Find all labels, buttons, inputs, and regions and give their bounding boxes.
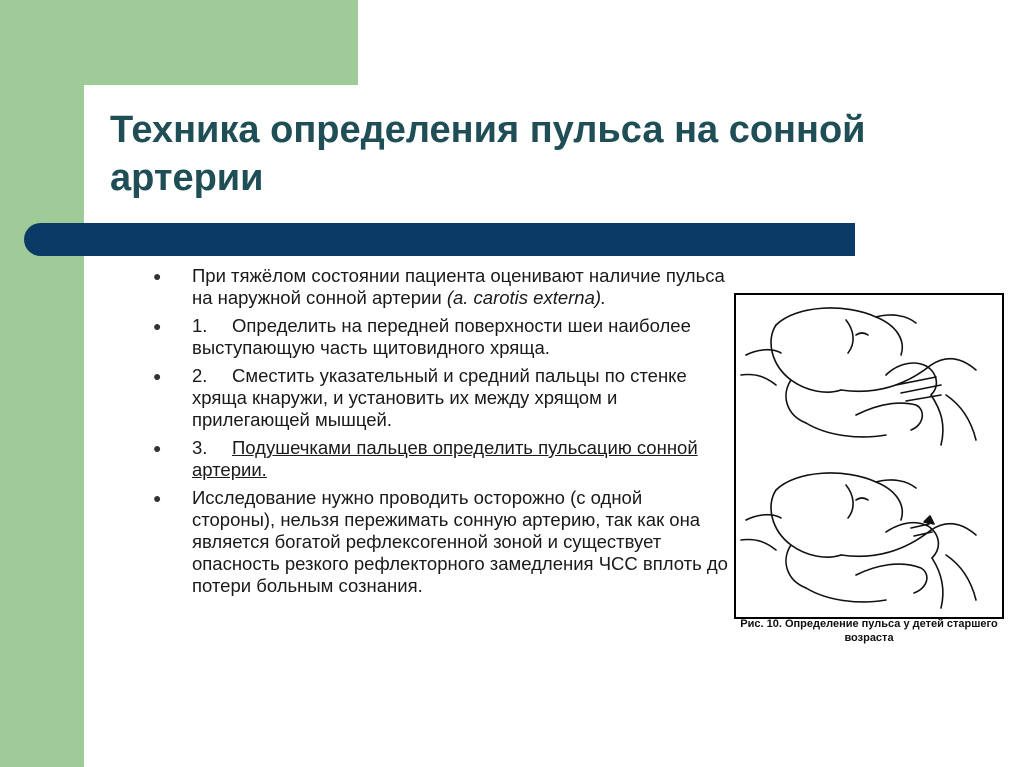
list-item: [150, 437, 730, 481]
bullet-icon: ●: [153, 440, 162, 456]
illustration-pulse-check-icon: [736, 295, 1002, 617]
bullet-icon: ●: [153, 318, 162, 334]
figure-caption: Рис. 10. Определение пульса у детей старшего возраста: [740, 618, 998, 644]
page-title: Техника определения пульса на сонной артерии: [110, 109, 866, 199]
step-number: 2.: [192, 365, 208, 386]
bullet-list: [150, 265, 730, 597]
bullet-icon: ●: [153, 268, 162, 284]
accent-block-left: [0, 0, 84, 767]
bottom-figure: [741, 473, 976, 608]
list-item: [150, 315, 730, 359]
title-divider-bar: [24, 223, 855, 256]
list-item: [150, 265, 730, 309]
list-item-text: Определить на передней поверхности шеи наиболее выступающую часть щитовидного хряща.: [192, 315, 691, 358]
bullet-list-container: [150, 265, 730, 603]
pulse-check-illustration: [734, 293, 1004, 619]
list-item-italic-text: (a. carotis externa).: [446, 287, 607, 308]
bullet-icon: ●: [153, 490, 162, 506]
list-item: [150, 365, 730, 431]
list-item-text: Подушечками пальцев определить пульсацию сонной артерии.: [192, 437, 698, 480]
step-number: 1.: [192, 315, 208, 336]
bullet-icon: ●: [153, 368, 162, 384]
step-number: 3.: [192, 437, 208, 458]
list-item-text: Сместить указательный и средний пальцы по стенке хряща кнаружи, и установить их между хрящом и прилегающей мышцей.: [192, 365, 687, 430]
list-item-text: При тяжёлом состоянии пациента оценивают наличие пульса на наружной сонной артерии: [192, 265, 725, 308]
list-item: [150, 487, 730, 597]
list-item-text: Исследование нужно проводить осторожно (с одной стороны), нельзя пережимать сонную артерию, так как она является богатой рефлексогенной зоной и существует опасность резкого рефлекторного замедления ЧСС вплоть до потери больным сознания.: [192, 487, 728, 596]
top-figure: [741, 308, 976, 445]
